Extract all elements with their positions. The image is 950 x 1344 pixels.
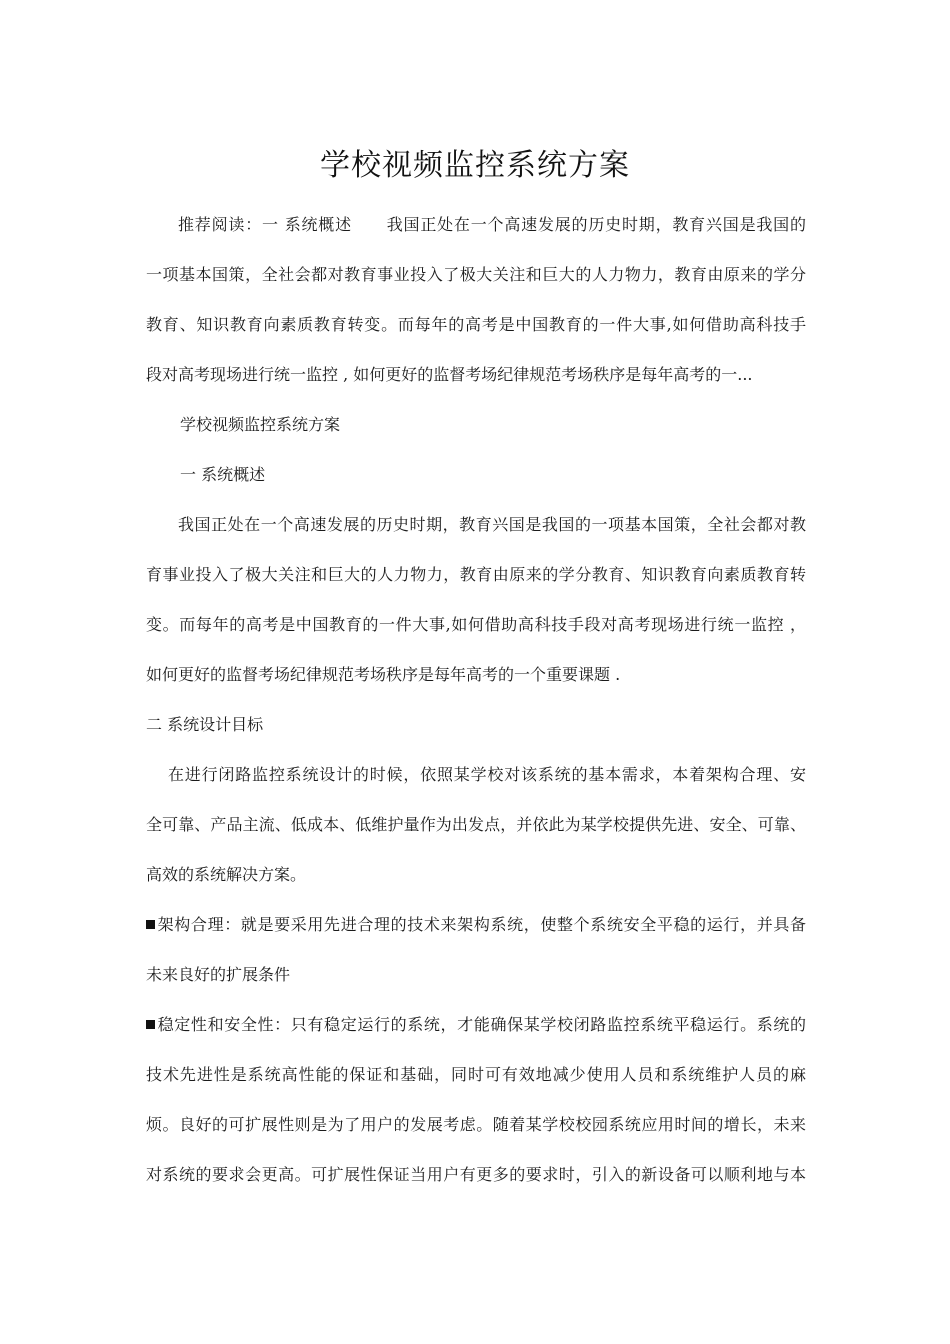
- document-title: 学校视频监控系统方案: [320, 148, 630, 183]
- section-2-line-2: 全可靠、产品主流、低成本、低维护量作为出发点，并依此为某学校提供先进、安全、可靠、: [146, 815, 806, 834]
- bullet-2-line-2: 技术先进性是系统高性能的保证和基础，同时可有效地减少使用人员和系统维护人员的麻: [146, 1065, 806, 1084]
- bullet-2-line-1: [146, 1013, 806, 1037]
- section-1-line-2: 育事业投入了极大关注和巨大的人力物力，教育由原来的学分教育、知识教育向素质教育转: [146, 565, 806, 584]
- section-2-line-1: 在进行闭路监控系统设计的时候，依照某学校对该系统的基本需求，本着架构合理、安: [168, 765, 806, 784]
- section-1-line-4: 如何更好的监督考场纪律规范考场秩序是每年高考的一个重要课题 .: [146, 665, 621, 684]
- section-2-line-3: 高效的系统解决方案。: [146, 865, 307, 884]
- bullet-2-text-1: 稳定性和安全性：只有稳定运行的系统，才能确保某学校闭路监控系统平稳运行。系统的: [157, 1015, 806, 1034]
- bullet-2-line-4: 对系统的要求会更高。可扩展性保证当用户有更多的要求时，引入的新设备可以顺利地与本: [146, 1165, 806, 1184]
- summary-line-4: 段对高考现场进行统一监控 , 如何更好的监督考场纪律规范考场秩序是每年高考的一...: [146, 365, 753, 384]
- square-bullet-icon: [146, 1020, 155, 1029]
- section-1-line-1: 我国正处在一个高速发展的历史时期，教育兴国是我国的一项基本国策，全社会都对教: [178, 515, 806, 534]
- summary-line-1: [178, 213, 806, 237]
- bullet-1-text-1: 架构合理：就是要采用先进合理的技术来架构系统，使整个系统安全平稳的运行，并具备: [157, 915, 806, 934]
- summary-line-2: 一项基本国策，全社会都对教育事业投入了极大关注和巨大的人力物力，教育由原来的学分: [146, 265, 806, 284]
- square-bullet-icon: [146, 920, 155, 929]
- summary-label: 推荐阅读：一 系统概述: [178, 215, 352, 234]
- summary-text-1: 我国正处在一个高速发展的历史时期，教育兴国是我国的: [385, 215, 806, 234]
- section-1-heading: 一 系统概述: [180, 465, 266, 484]
- bullet-2-line-3: 烦。良好的可扩展性则是为了用户的发展考虑。随着某学校校园系统应用时间的增长，未来: [146, 1115, 806, 1134]
- summary-line-3: 教育、知识教育向素质教育转变。而每年的高考是中国教育的一件大事,如何借助高科技手: [146, 315, 806, 334]
- section-2-heading: 二 系统设计目标: [146, 715, 264, 734]
- bullet-1-line-1: [146, 913, 806, 937]
- bullet-1-line-2: 未来良好的扩展条件: [146, 965, 291, 984]
- subtitle: 学校视频监控系统方案: [180, 415, 341, 434]
- section-1-line-3: 变。而每年的高考是中国教育的一件大事,如何借助高科技手段对高考现场进行统一监控 ，: [146, 615, 806, 634]
